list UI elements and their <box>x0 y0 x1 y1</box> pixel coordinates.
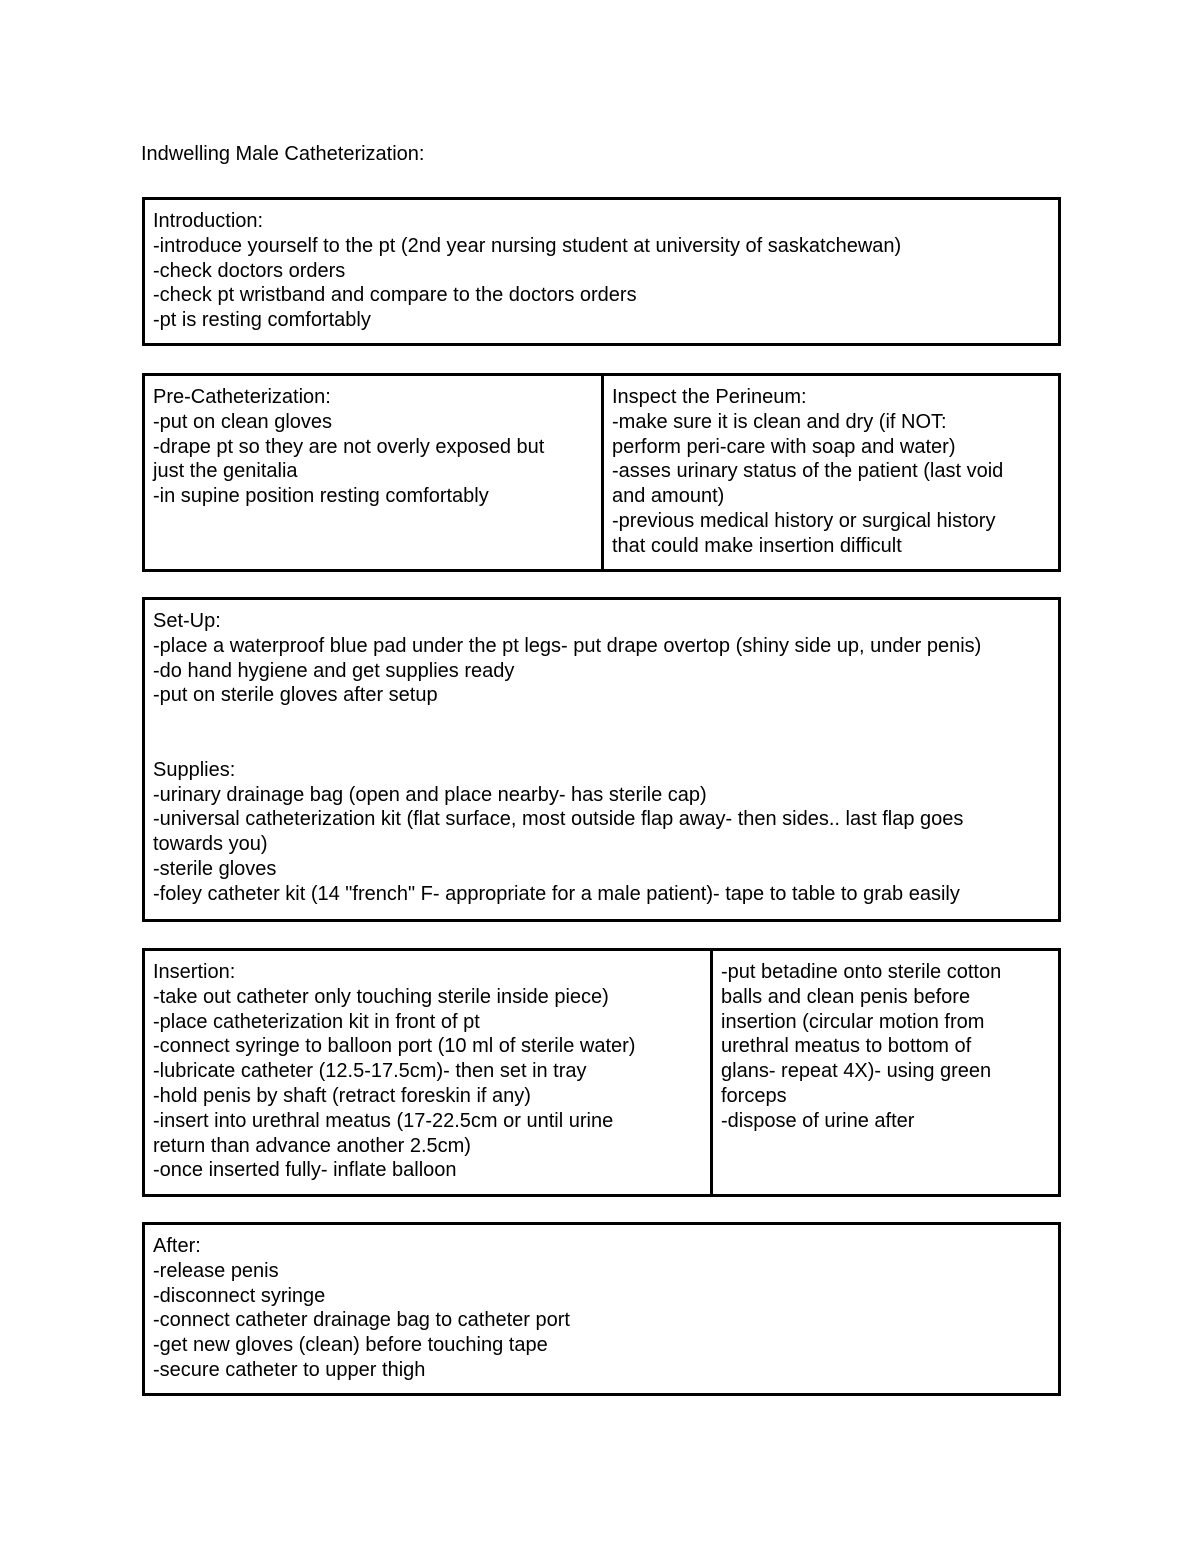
insertion-continued-cell <box>713 951 1058 1194</box>
after-box <box>142 1222 1061 1396</box>
inspect-perineum-line: -asses urinary status of the patient (last void <box>612 460 1004 483</box>
supplies-line: towards you) <box>153 833 268 856</box>
insertion-continued-line: glans- repeat 4X)- using green <box>721 1060 992 1083</box>
supplies-line: -urinary drainage bag (open and place nearby- has sterile cap) <box>153 783 707 806</box>
introduction-line: -check pt wristband and compare to the doctors orders <box>153 284 637 307</box>
introduction-cell <box>145 200 1058 333</box>
insertion-line: -place catheterization kit in front of pt <box>153 1010 480 1033</box>
pre-catheterization-line: -drape pt so they are not overly exposed but <box>153 435 545 458</box>
insertion-line: -insert into urethral meatus (17-22.5cm or until urine <box>153 1109 614 1132</box>
setup-cell <box>145 600 1058 907</box>
pre-catheterization-box <box>142 373 1061 572</box>
after-line: -disconnect syringe <box>153 1284 326 1307</box>
inspect-perineum-cell <box>604 376 1058 569</box>
insertion-continued-line: -put betadine onto sterile cotton <box>721 961 1002 983</box>
insertion-line: return than advance another 2.5cm) <box>153 1134 471 1157</box>
pre-catheterization-line: just the genitalia <box>153 460 298 483</box>
introduction-line: -pt is resting comfortably <box>153 309 371 332</box>
insertion-continued-line: forceps <box>721 1084 787 1107</box>
insertion-line: -once inserted fully- inflate balloon <box>153 1159 457 1182</box>
insertion-continued-line: balls and clean penis before <box>721 985 971 1008</box>
supplies-line: -foley catheter kit (14 "french" F- appropriate for a male patient)- tape to table to grab easily <box>153 882 960 905</box>
after-line: -connect catheter drainage bag to catheter port <box>153 1309 570 1332</box>
insertion-box <box>142 948 1061 1197</box>
introduction-heading: Introduction: <box>153 210 264 232</box>
insertion-continued-line: urethral meatus to bottom of <box>721 1035 972 1058</box>
after-line: -release penis <box>153 1259 279 1282</box>
setup-spacer <box>153 708 1050 758</box>
insertion-continued-line: -dispose of urine after <box>721 1109 915 1132</box>
supplies-heading: Supplies: <box>153 758 236 781</box>
setup-line: -do hand hygiene and get supplies ready <box>153 659 515 682</box>
setup-box <box>142 597 1061 922</box>
after-line: -get new gloves (clean) before touching tape <box>153 1334 548 1357</box>
setup-heading: Set-Up: <box>153 610 221 632</box>
insertion-line: -lubricate catheter (12.5-17.5cm)- then set in tray <box>153 1060 587 1083</box>
introduction-line: -check doctors orders <box>153 259 346 282</box>
insertion-line: -connect syringe to balloon port (10 ml of sterile water) <box>153 1035 636 1058</box>
insertion-heading: Insertion: <box>153 961 236 983</box>
after-cell <box>145 1225 1058 1383</box>
insertion-continued-line: insertion (circular motion from <box>721 1010 985 1033</box>
inspect-perineum-line: -previous medical history or surgical history <box>612 509 996 532</box>
inspect-perineum-line: -make sure it is clean and dry (if NOT: <box>612 410 947 433</box>
setup-line: -put on sterile gloves after setup <box>153 684 438 707</box>
introduction-box <box>142 197 1061 346</box>
after-heading: After: <box>153 1235 201 1257</box>
inspect-perineum-line: and amount) <box>612 485 725 508</box>
supplies-line: -universal catheterization kit (flat surface, most outside flap away- then sides.. last flap goes <box>153 808 964 831</box>
pre-catheterization-heading: Pre-Catheterization: <box>153 386 331 408</box>
setup-line: -place a waterproof blue pad under the pt legs- put drape overtop (shiny side up, under penis) <box>153 634 982 657</box>
inspect-perineum-line: that could make insertion difficult <box>612 534 902 557</box>
supplies-line: -sterile gloves <box>153 857 277 880</box>
insertion-cell <box>145 951 713 1194</box>
introduction-line: -introduce yourself to the pt (2nd year nursing student at university of saskatchewan) <box>153 234 902 257</box>
inspect-perineum-heading: Inspect the Perineum: <box>612 386 807 408</box>
document-title: Indwelling Male Catheterization: <box>141 143 425 165</box>
inspect-perineum-line: perform peri-care with soap and water) <box>612 435 956 458</box>
insertion-line: -hold penis by shaft (retract foreskin if any) <box>153 1084 531 1107</box>
pre-catheterization-line: -put on clean gloves <box>153 410 333 433</box>
after-line: -secure catheter to upper thigh <box>153 1358 426 1381</box>
pre-catheterization-line: -in supine position resting comfortably <box>153 485 489 508</box>
pre-catheterization-cell <box>145 376 604 569</box>
insertion-line: -take out catheter only touching sterile inside piece) <box>153 985 609 1008</box>
